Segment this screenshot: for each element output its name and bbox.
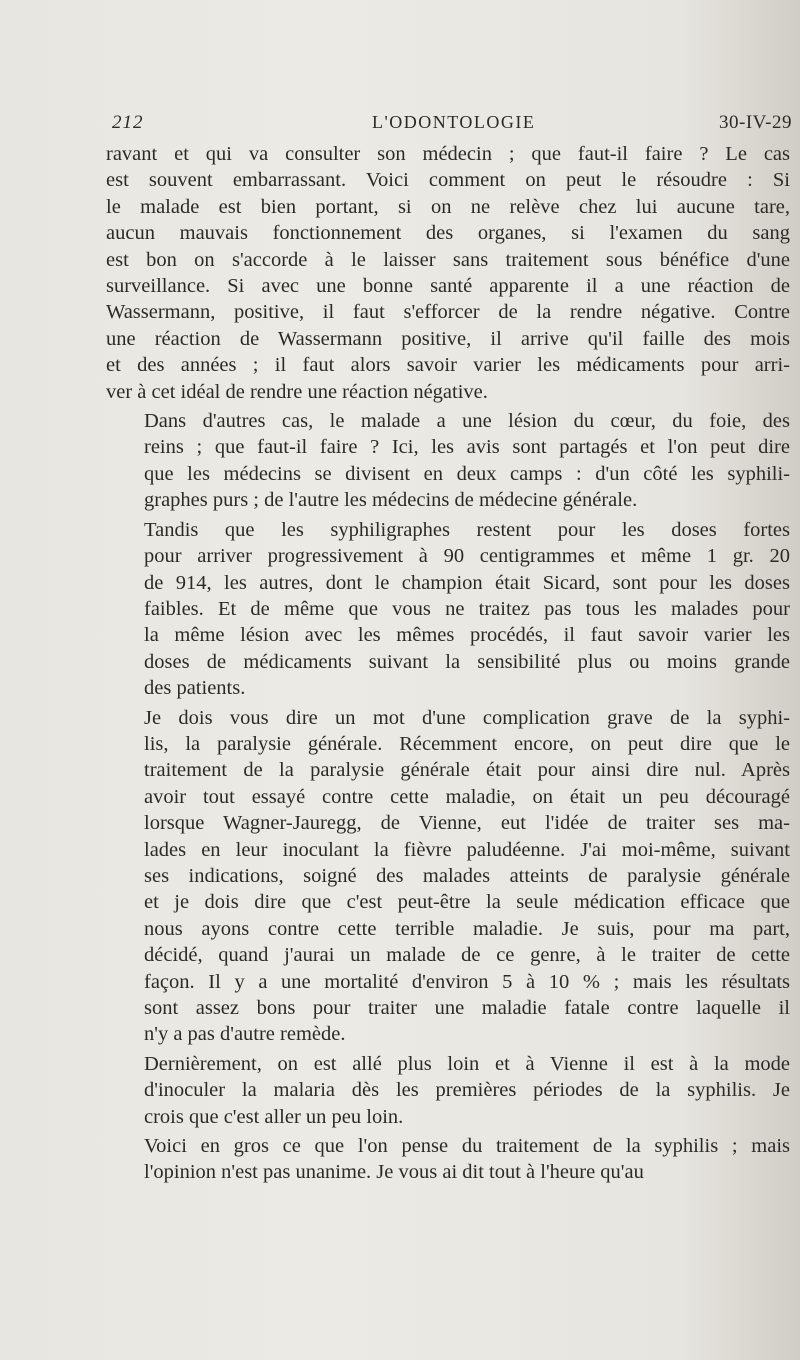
paragraph [106, 141, 790, 405]
text-line: décidé, quand j'aurai un malade de ce genre, à le traiter de cette [144, 944, 790, 967]
text-line: ravant et qui va consulter son médecin ; que faut-il faire ? Le cas [106, 143, 790, 165]
text-line: pour arriver progressivement à 90 centigrammes et même 1 gr. 20 [144, 545, 790, 568]
text-line: l'opinion n'est pas unanime. Je vous ai dit tout à l'heure qu'au [144, 1161, 644, 1184]
text-line: Dernièrement, on est allé plus loin et à Vienne il est à la mode [144, 1052, 790, 1075]
text-line: est souvent embarrassant. Voici comment on peut le résoudre : Si [106, 169, 790, 192]
text-line: doses de médicaments suivant la sensibilité plus ou moins grande [144, 650, 790, 673]
text-line: avoir tout essayé contre cette maladie, on était un peu découragé [144, 785, 790, 808]
text-line: que les médecins se divisent en deux camps : d'un côté les syphili- [144, 462, 790, 485]
text-line: une réaction de Wassermann positive, il arrive qu'il faille des mois [106, 327, 790, 350]
text-line: ver à cet idéal de rendre une réaction négative. [106, 380, 488, 403]
text-line: et des années ; il faut alors savoir varier les médicaments pour arri- [106, 354, 790, 377]
running-title: L'ODONTOLOGIE [372, 112, 536, 132]
text-line: n'y a pas d'autre remède. [144, 1023, 346, 1046]
text-line: est bon on s'accorde à le laisser sans traitement sous bénéfice d'une [106, 248, 790, 271]
issue-date: 30-IV-29 [719, 112, 792, 133]
paragraph [106, 408, 790, 514]
page-number: 212 [112, 112, 144, 133]
text-line: ses indications, soigné des malades atteints de paralysie générale [144, 864, 790, 887]
paragraph [106, 1133, 790, 1186]
text-line: reins ; que faut-il faire ? Ici, les avis sont partagés et l'on peut dire [144, 436, 790, 459]
text-line: lorsque Wagner-Jauregg, de Vienne, eut l'idée de traiter ses ma- [144, 812, 790, 835]
page-header [112, 112, 792, 142]
text-line: Voici en gros ce que l'on pense du traitement de la syphilis ; mais [144, 1135, 790, 1158]
text-line: faibles. Et de même que vous ne traitez pas tous les malades pour [144, 597, 790, 620]
text-line: sont assez bons pour traiter une maladie fatale contre laquelle il [144, 997, 790, 1019]
paragraph [106, 1051, 790, 1130]
text-line: la même lésion avec les mêmes procédés, il faut savoir varier les [144, 624, 790, 647]
text-line: Tandis que les syphiligraphes restent pour les doses fortes [144, 518, 790, 541]
paragraph [106, 517, 790, 702]
text-line: lis, la paralysie générale. Récemment encore, on peut dire que le [144, 732, 790, 755]
text-line: graphes purs ; de l'autre les médecins de médecine générale. [144, 489, 638, 512]
text-line: lades en leur inoculant la fièvre paludéenne. J'ai moi-même, suivant [144, 838, 790, 861]
text-line: d'inoculer la malaria dès les premières périodes de la syphilis. Je [144, 1079, 790, 1102]
text-line: aucun mauvais fonctionnement des organes, si l'examen du sang [106, 222, 790, 245]
text-line: le malade est bien portant, si on ne relève chez lui aucune tare, [106, 195, 790, 218]
text-line: nous ayons contre cette terrible maladie. Je suis, pour ma part, [144, 917, 790, 940]
text-line: façon. Il y a une mortalité d'environ 5 à 10 % ; mais les résultats [144, 970, 790, 993]
text-line: et je dois dire que c'est peut-être la seule médication efficace que [144, 891, 790, 914]
text-line: surveillance. Si avec une bonne santé apparente il a une réaction de [106, 275, 790, 298]
text-line: Je dois vous dire un mot d'une complication grave de la syphi- [144, 706, 790, 729]
body-text [106, 141, 790, 1189]
text-line: traitement de la paralysie générale était pour ainsi dire nul. Après [144, 759, 790, 782]
text-line: Wassermann, positive, il faut s'efforcer de la rendre négative. Contre [106, 301, 790, 324]
paragraph [106, 705, 790, 1048]
text-line: crois que c'est aller un peu loin. [144, 1105, 404, 1128]
text-line: Dans d'autres cas, le malade a une lésion du cœur, du foie, des [144, 410, 790, 433]
text-line: des patients. [144, 677, 246, 700]
text-line: de 914, les autres, dont le champion était Sicard, sont pour les doses [144, 571, 790, 594]
